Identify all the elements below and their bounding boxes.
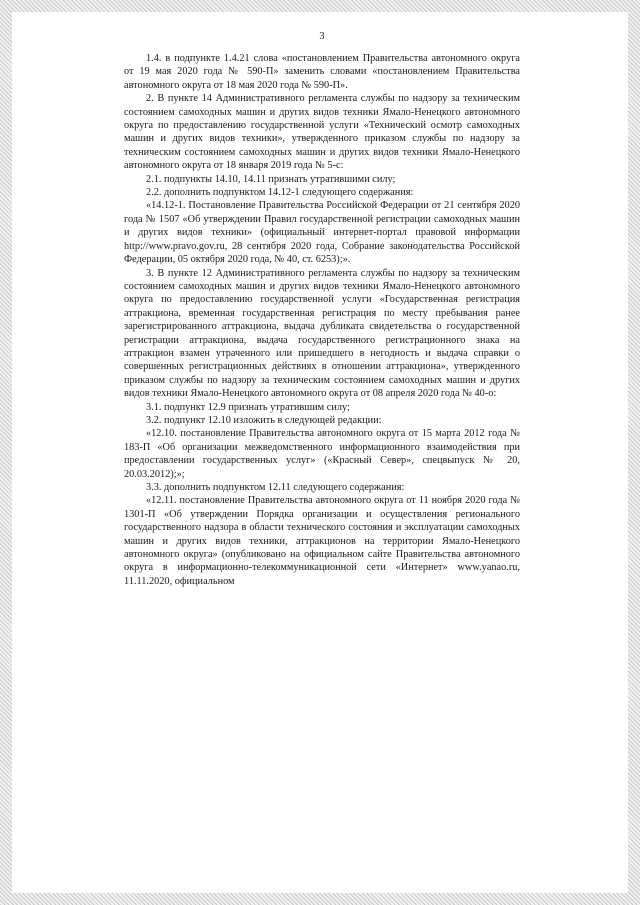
paragraph-3-3: 3.3. дополнить подпунктом 12.11 следующего содержания: <box>146 482 405 493</box>
paragraph-3: 3. В пункте 12 Административного регламента службы по надзору за техническим состоянием самоходных машин и других видов техники Ямало-Ненецкого автономного округа по предоставлению государственной услуги «Государственная регистрация аттракциона, временная государственная регистрация по месту пребывания ранее зарегистрированного аттракциона, выдача дубликата свидетельства о государственной регистрации аттракциона, выдача государственного регистрационного знака на аттракцион взамен утраченного или пришедшего в негодность и выдача справки о совершенных регистрационных действиях в отношении аттракциона», утвержденного приказом службы по надзору за техническим состоянием самоходных машин и других видов техники Ямало-Ненецкого автономного округа от 08 апреля 2020 года № 40-о: <box>124 267 520 400</box>
document-page <box>124 30 520 750</box>
paragraph-1-4: 1.4. в подпункте 1.4.21 слова «постановлением Правительства автономного округа от 19 мая 2020 года № 590-П» заменить словами «постановлением Правительства автономного округа от 18 мая 2020 года № 590-П». <box>124 53 520 91</box>
paragraph-12-10: «12.10. постановление Правительства автономного округа от 15 марта 2012 года № 183-П «Об организации межведомственного информационного взаимодействия при предоставлении государственных услуг» («Красный Север», спецвыпуск № 20, 20.03.2012);»; <box>124 428 520 480</box>
paragraph-14-12-1: «14.12-1. Постановление Правительства Российской Федерации от 21 сентября 2020 года № 1507 «Об утверждении Правил государственной регистрации самоходных машин и других видов техники» (официальный интернет-портал правовой информации http://www.pravo.gov.ru, 28 сентября 2020 года, Собрание законодательства Российской Федерации, 05 октября 2020 года, № 40, ст. 6253);». <box>124 200 520 266</box>
paragraph-3-1: 3.1. подпункт 12.9 признать утратившим силу; <box>146 401 350 413</box>
paragraph-2-1: 2.1. подпункты 14.10, 14.11 признать утратившими силу; <box>146 173 396 185</box>
paragraph-2-2: 2.2. дополнить подпунктом 14.12-1 следующего содержания: <box>146 187 414 199</box>
page-number: 3 <box>319 31 325 42</box>
paragraph-2: 2. В пункте 14 Административного регламента службы по надзору за техническим состоянием самоходных машин и других видов техники Ямало-Ненецкого автономного округа по предоставлению государственной услуги «Технический осмотр самоходных машин и других видов техники», утвержденного приказом службы по надзору за техническим состоянием самоходных машин и других видов техники Ямало-Ненецкого автономного округа от 18 января 2019 года № 5-с: <box>124 93 520 172</box>
paragraph-12-11: «12.11. постановление Правительства автономного округа от 11 ноября 2020 года № 1301-П «Об утверждении Порядка организации и осуществления регионального государственного надзора в области технического состояния и эксплуатации самоходных машин и других видов техники, аттракционов на территории Ямало-Ненецкого автономного округа» (опубликовано на официальном сайте Правительства автономного округа в информационно-телекоммуникационной сети «Интернет» www.yanao.ru, 11.11.2020, официальном <box>124 495 520 587</box>
paragraph-3-2: 3.2. подпункт 12.10 изложить в следующей редакции: <box>146 414 382 426</box>
